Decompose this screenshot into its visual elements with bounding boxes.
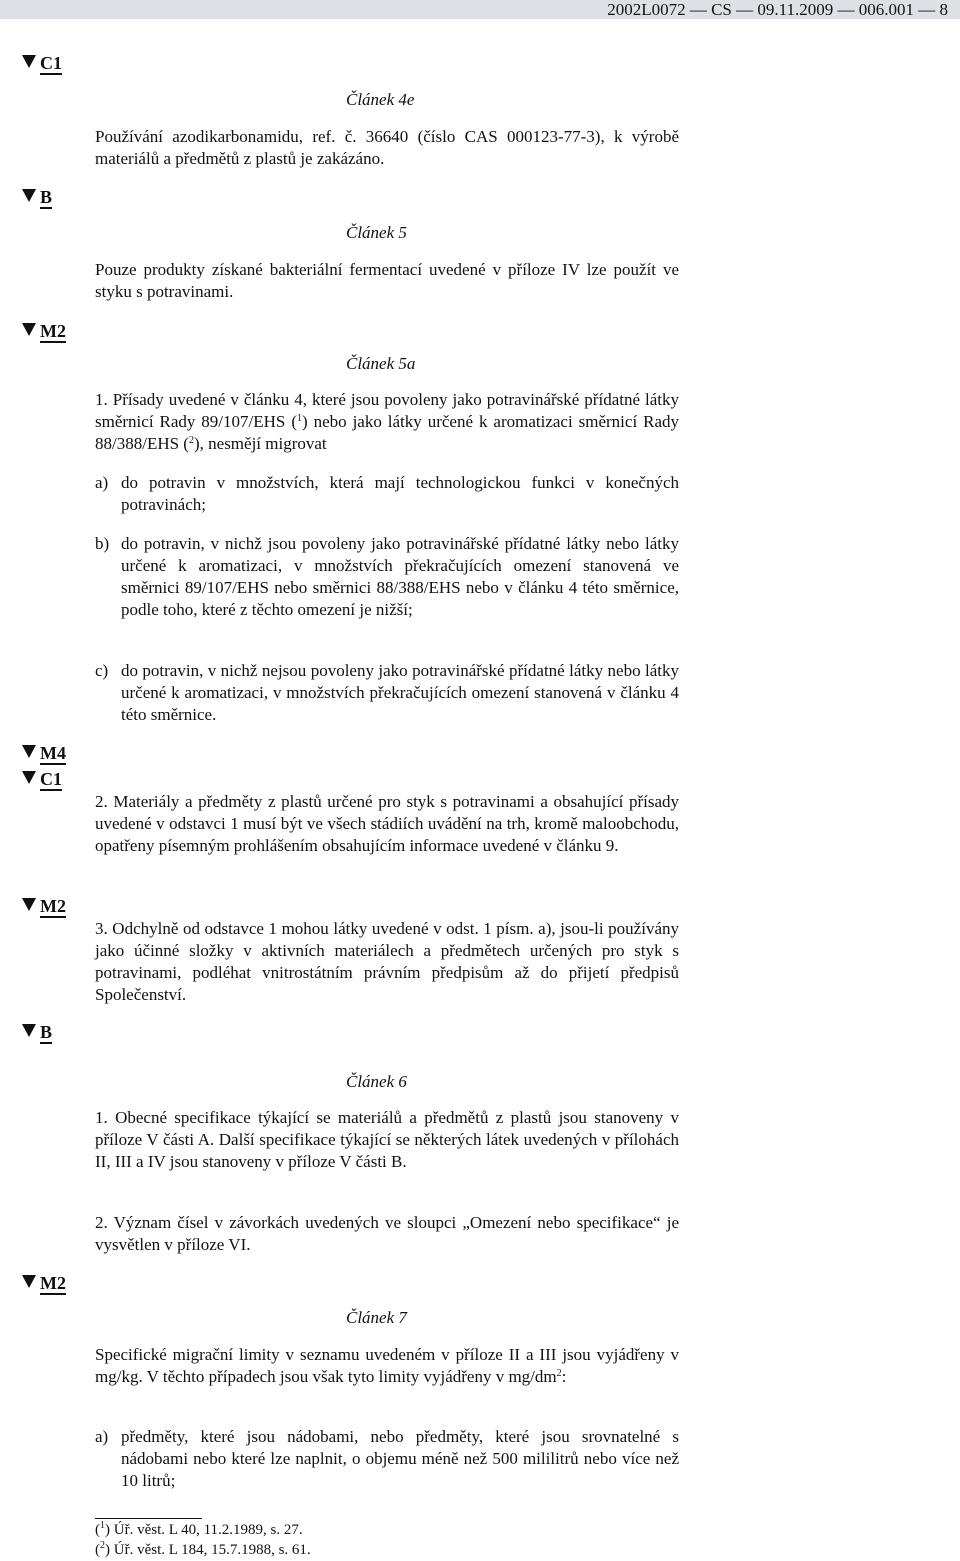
triangle-down-icon [22,323,36,336]
list-item: c) do potravin, v nichž nejsou povoleny jako potravinářské přídatné látky nebo látky určené k aromatizaci, v množstvích překračujících omezení stanovená v článku 4 této směrnice. [95,661,679,724]
article-5a-title: Článek 5a [346,354,416,373]
amendment-marker: C1 [22,768,62,790]
amendment-marker: C1 [22,52,62,74]
document-reference: 2002L0072 — CS — 09.11.2009 — 006.001 — 8 [607,0,948,19]
article-6-paragraph-2: 2. Význam čísel v závorkách uvedených ve sloupci „Omezení nebo specifikace“ je vysvětlen v příloze VI. [95,1213,679,1254]
list-item: a) předměty, které jsou nádobami, nebo předměty, které jsou srovnatelné s nádobami nebo které lze naplnit, o objemu méně než 500 mililitrů nebo více než 10 litrů; [95,1427,679,1490]
triangle-down-icon [22,55,36,68]
triangle-down-icon [22,189,36,202]
article-4e-title: Článek 4e [346,90,415,109]
article-5-text: Pouze produkty získané bakteriální fermentací uvedené v příloze IV lze použít ve styku s potravinami. [95,260,679,301]
triangle-down-icon [22,1275,36,1288]
article-5a-paragraph-1: 1. Přísady uvedené v článku 4, které jsou povoleny jako potravinářské přídatné látky směrnicí Rady 89/107/EHS ($^1$) nebo jako látky určené k aromatizaci směrnicí Rady 88/388/EHS ($^2$), nesmějí migrovat [95,390,679,453]
list-item: b) do potravin, v nichž jsou povoleny jako potravinářské přídatné látky nebo látky určené k aromatizaci, v množstvích překračujících omezení stanovená ve směrnici 89/107/EHS nebo směrnici 88/388/EHS nebo v článku 4 této směrnice, podle toho, které z těchto omezení je nižší; [95,534,679,619]
article-5a-paragraph-3: 3. Odchylně od odstavce 1 mohou látky uvedené v odst. 1 písm. a), jsou-li používány jako účinné složky v aktivních materiálech a předmětech určených pro styk s potravinami, podléhat vnitrostátním právním předpisům až do přijetí předpisů Společenství. [95,919,679,1004]
triangle-down-icon [22,771,36,784]
triangle-down-icon [22,898,36,911]
amendment-marker: B [22,186,52,208]
footnote: ($^1$) Úř. věst. L 40, 11.2.1989, s. 27. [95,1520,303,1538]
triangle-down-icon [22,745,36,758]
article-6-title: Článek 6 [346,1072,407,1091]
article-4e-text: Používání azodikarbonamidu, ref. č. 36640 (číslo CAS 000123-77-3), k výrobě materiálů a předmětů z plastů je zakázáno. [95,127,679,168]
article-7-title: Článek 7 [346,1308,407,1327]
amendment-marker: M2 [22,895,66,917]
amendment-marker: B [22,1021,52,1043]
amendment-marker: M2 [22,320,66,342]
article-6-paragraph-1: 1. Obecné specifikace týkající se materiálů a předmětů z plastů jsou stanoveny v příloze V části A. Další specifikace týkající se některých látek uvedených v přílohách II, III a IV jsou stanoveny v příloze V části B. [95,1108,679,1171]
article-7-paragraph-1: Specifické migrační limity v seznamu uvedeném v příloze II a III jsou vyjádřeny v mg/kg. V těchto případech jsou však tyto limity vyjádřeny v $mg/dm^2$: [95,1345,679,1386]
footnote-ref[interactable]: 2 [188,435,194,446]
amendment-marker: M4 [22,742,66,764]
article-5-title: Článek 5 [346,223,407,242]
document-header-bar [0,0,960,19]
footnote-divider [95,1518,202,1519]
triangle-down-icon [22,1024,36,1037]
list-item: a) do potravin v množstvích, která mají technologickou funkci v konečných potravinách; [95,473,679,514]
footnote: ($^2$) Úř. věst. L 184, 15.7.1988, s. 61. [95,1540,311,1558]
footnote-ref[interactable]: 1 [296,413,302,424]
article-5a-paragraph-2: 2. Materiály a předměty z plastů určené pro styk s potravinami a obsahující přísady uvedené v odstavci 1 musí být ve všech stádiích uvádění na trh, kromě maloobchodu, opatřeny písemným prohlášením obsahujícím informace uvedené v článku 9. [95,792,679,855]
amendment-marker: M2 [22,1272,66,1294]
